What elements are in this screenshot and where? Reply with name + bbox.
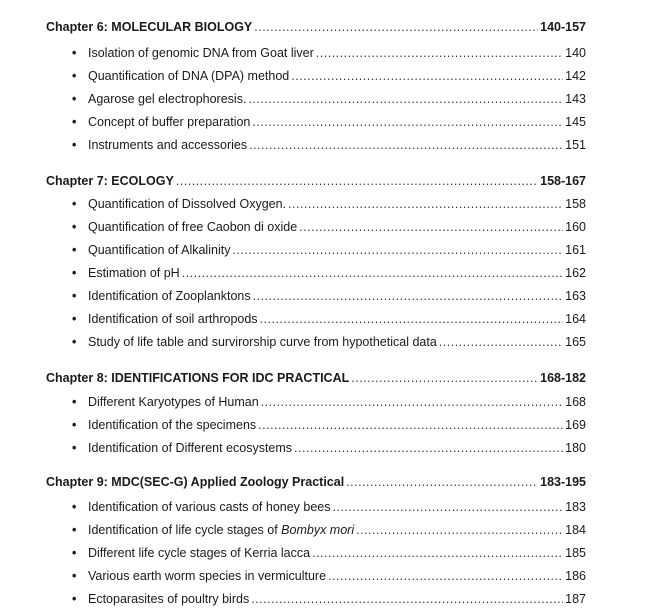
entry-page: 180 [565,441,586,455]
entry-page: 145 [565,115,586,129]
entry-title: Identification of Different ecosystems [88,441,293,455]
entry-title: Different Karyotypes of Human [88,395,259,409]
toc-entry [72,68,586,84]
dot-leader [232,242,563,258]
dot-leader [333,499,564,515]
toc-entry [72,45,586,61]
toc-entry [72,288,586,304]
bullet-icon: • [72,243,77,257]
entry-title: Quantification of DNA (DPA) method [88,69,290,83]
toc-chapter-heading [46,370,586,386]
bullet-icon: • [72,138,77,152]
toc-entry [72,591,586,607]
toc-entry [72,522,586,538]
entry-title: Quantification of Alkalinity [88,243,231,257]
dot-leader [439,334,563,350]
toc-entry [72,137,586,153]
dot-leader [176,173,538,189]
entry-page: 161 [565,243,586,257]
dot-leader [316,45,563,61]
dot-leader [182,265,563,281]
toc-entry [72,440,586,456]
toc-entry [72,242,586,258]
bullet-icon: • [72,115,77,129]
dot-leader [260,311,564,327]
toc-entry [72,417,586,433]
chapter-title: Chapter 9: MDC(SEC-G) Applied Zoology Practical [46,475,345,489]
entry-title: Estimation of pH [88,266,180,280]
chapter-page-range: 158-167 [540,174,586,188]
entry-page: 164 [565,312,586,326]
dot-leader [254,19,538,35]
bullet-icon: • [72,418,77,432]
bullet-icon: • [72,500,77,514]
entry-page: 184 [565,523,586,537]
entry-page: 168 [565,395,586,409]
entry-page: 158 [565,197,586,211]
toc-entry [72,265,586,281]
bullet-icon: • [72,46,77,60]
toc-chapter-heading [46,19,586,35]
dot-leader [328,568,563,584]
chapter-title: Chapter 8: IDENTIFICATIONS FOR IDC PRACTICAL [46,371,350,385]
dot-leader [248,91,563,107]
chapter-title: Chapter 6: MOLECULAR BIOLOGY [46,20,253,34]
entry-page: 140 [565,46,586,60]
toc-chapter-heading [46,173,586,189]
bullet-icon: • [72,197,77,211]
entry-page: 165 [565,335,586,349]
entry-title: Instruments and accessories [88,138,248,152]
bullet-icon: • [72,441,77,455]
entry-page: 186 [565,569,586,583]
entry-title: Identification of the specimens [88,418,257,432]
dot-leader [253,288,564,304]
bullet-icon: • [72,220,77,234]
dot-leader [346,474,538,490]
bullet-icon: • [72,312,77,326]
dot-leader [261,394,563,410]
entry-title: Isolation of genomic DNA from Goat liver [88,46,314,60]
dot-leader [258,417,563,433]
entry-title: Concept of buffer preparation [88,115,251,129]
entry-title: Identification of Zooplanktons [88,289,251,303]
dot-leader [291,68,563,84]
dot-leader [288,196,563,212]
toc-entry [72,568,586,584]
toc-chapter-heading [46,474,586,490]
entry-page: 169 [565,418,586,432]
entry-page: 185 [565,546,586,560]
entry-title-text: Identification of life cycle stages of [88,523,282,537]
entry-page: 151 [565,138,586,152]
entry-title [88,522,354,538]
entry-title: Quantification of free Caobon di oxide [88,220,298,234]
bullet-icon: • [72,289,77,303]
bullet-icon: • [72,266,77,280]
dot-leader [251,591,563,607]
bullet-icon: • [72,592,77,606]
entry-page: 163 [565,289,586,303]
toc-entry [72,91,586,107]
entry-page: 187 [565,592,586,606]
entry-page: 162 [565,266,586,280]
bullet-icon: • [72,335,77,349]
dot-leader [249,137,563,153]
toc-entry [72,545,586,561]
entry-title: Ectoparasites of poultry birds [88,592,250,606]
entry-title-italic: Bombyx mori [281,523,355,537]
toc-entry [72,196,586,212]
chapter-title: Chapter 7: ECOLOGY [46,174,174,188]
dot-leader [294,440,563,456]
dot-leader [312,545,563,561]
entry-title: Identification of various casts of honey bees [88,500,331,514]
entry-page: 143 [565,92,586,106]
dot-leader [351,370,538,386]
entry-page: 142 [565,69,586,83]
entry-title: Identification of soil arthropods [88,312,258,326]
bullet-icon: • [72,69,77,83]
dot-leader [299,219,563,235]
entry-page: 183 [565,500,586,514]
bullet-icon: • [72,92,77,106]
bullet-icon: • [72,546,77,560]
toc-entry [72,334,586,350]
dot-leader [356,522,563,538]
entry-title: Different life cycle stages of Kerria lacca [88,546,311,560]
entry-title: Quantification of Dissolved Oxygen. [88,197,287,211]
chapter-page-range: 140-157 [540,20,586,34]
toc-entry [72,114,586,130]
chapter-page-range: 183-195 [540,475,586,489]
entry-title: Various earth worm species in vermiculture [88,569,327,583]
entry-title: Study of life table and survirorship curve from hypothetical data [88,335,437,349]
entry-title: Agarose gel electrophoresis. [88,92,247,106]
bullet-icon: • [72,523,77,537]
dot-leader [252,114,563,130]
bullet-icon: • [72,569,77,583]
toc-entry [72,499,586,515]
toc-entry [72,219,586,235]
toc-entry [72,394,586,410]
entry-page: 160 [565,220,586,234]
toc-entry [72,311,586,327]
bullet-icon: • [72,395,77,409]
chapter-page-range: 168-182 [540,371,586,385]
